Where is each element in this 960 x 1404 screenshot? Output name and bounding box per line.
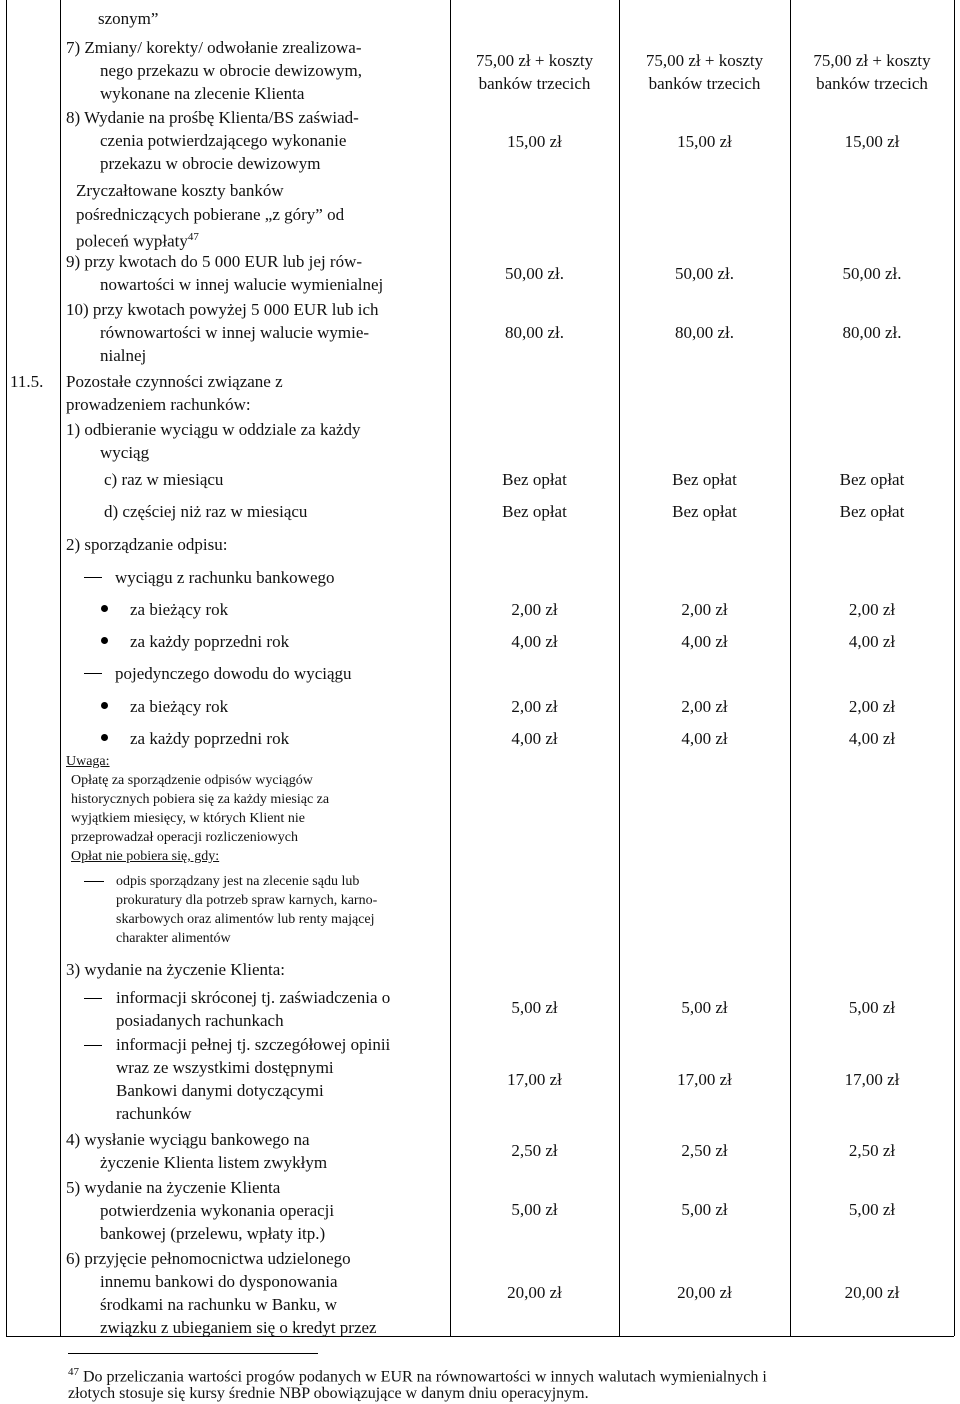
- item-1-line1: 1) odbieranie wyciągu w oddziale za każdy: [66, 420, 361, 439]
- dash-marker: [84, 998, 102, 999]
- fee-row-7-line1: 75,00 zł + koszty: [813, 51, 931, 70]
- fee-row-10: 80,00 zł.: [842, 323, 902, 342]
- dash-marker: [84, 577, 102, 578]
- fee-doc-current-year: 2,00 zł: [681, 697, 728, 716]
- item-3a-line2: posiadanych rachunkach: [116, 1011, 284, 1030]
- item-2-doc-previous-year: za każdy poprzedni rok: [130, 729, 290, 748]
- item-6-line4: związku z ubieganiem się o kredyt przez: [100, 1318, 377, 1337]
- item-2: 2) sporządzanie odpisu:: [66, 535, 228, 554]
- row-9-line2: nowartości w innej walucie wymienialnej: [100, 275, 384, 294]
- fee-row-7-line1: 75,00 zł + koszty: [645, 51, 764, 70]
- item-2-previous-year: za każdy poprzedni rok: [130, 632, 290, 651]
- item-3: 3) wydanie na życzenie Klienta:: [66, 960, 286, 979]
- fee-item-5: 5,00 zł: [511, 1200, 558, 1219]
- lump-sum-heading-3: poleceń wypłaty$^{47}$: [76, 231, 199, 251]
- fee-row-10: 80,00 zł.: [504, 323, 565, 342]
- item-5-line3: bankowej (przelewu, wpłaty itp.): [100, 1224, 326, 1243]
- fee-previous-year: 4,00 zł: [681, 632, 728, 651]
- row-10-line2: równowartości w innej walucie wymie-: [100, 323, 370, 342]
- fee-item-1d: Bez opłat: [672, 502, 737, 521]
- fee-row-10: 80,00 zł.: [674, 323, 735, 342]
- table-divider-1: [60, 0, 61, 1336]
- fee-row-7-line2: banków trzecich: [478, 74, 591, 93]
- table-border-right: [954, 0, 955, 1336]
- fee-item-1d: Bez opłat: [502, 502, 567, 521]
- note-line: wyjątkiem miesięcy, w których Klient nie: [71, 811, 305, 826]
- note-line: przeprowadzał operacji rozliczeniowych: [71, 830, 298, 845]
- note-line: odpis sporządzany jest na zlecenie sądu lub: [116, 874, 360, 889]
- fee-item-3a: 5,00 zł: [848, 998, 896, 1017]
- fee-item-1c: Bez opłat: [672, 470, 737, 489]
- item-3b-line2: wraz ze wszystkimi dostępnymi: [116, 1058, 334, 1077]
- note-exemption-heading: Opłat nie pobiera się, gdy:: [71, 849, 220, 864]
- row-10-line3: nialnej: [100, 346, 147, 365]
- row-continuation: szonym”: [98, 9, 159, 28]
- item-2-statement: wyciągu z rachunku bankowego: [115, 568, 335, 587]
- note-line: charakter alimentów: [116, 931, 231, 946]
- lump-sum-heading-2: pośredniczących pobierane „z góry” od: [76, 205, 345, 224]
- fee-row-8: 15,00 zł: [677, 132, 732, 151]
- fee-item-4: 2,50 zł: [511, 1141, 558, 1160]
- note-line: historycznych pobiera się za każdy miesiąc za: [71, 792, 330, 807]
- table-divider-3: [619, 0, 620, 1336]
- fee-item-6: 20,00 zł: [844, 1283, 900, 1302]
- row-10-line1: 10) przy kwotach powyżej 5 000 EUR lub ich: [66, 300, 379, 319]
- fee-item-5: 5,00 zł: [848, 1200, 896, 1219]
- fee-current-year: 2,00 zł: [681, 600, 728, 619]
- fee-item-1c: Bez opłat: [839, 470, 905, 489]
- note-line: Opłatę za sporządzenie odpisów wyciągów: [71, 773, 313, 788]
- footnote-line2: złotych stosuje się kursy średnie NBP obowiązujące w danym dniu operacyjnym.: [68, 1385, 589, 1402]
- fee-previous-year: 4,00 zł: [848, 632, 896, 651]
- table-divider-2: [450, 0, 451, 1336]
- fee-item-4: 2,50 zł: [848, 1141, 896, 1160]
- fee-item-3a: 5,00 zł: [511, 998, 558, 1017]
- note-line: prokuratury dla potrzeb spraw karnych, karno-: [116, 893, 378, 908]
- fee-doc-previous-year: 4,00 zł: [681, 729, 728, 748]
- fee-current-year: 2,00 zł: [848, 600, 896, 619]
- fee-doc-previous-year: 4,00 zł: [511, 729, 558, 748]
- fee-row-7-line2: banków trzecich: [648, 74, 761, 93]
- fee-item-1c: Bez opłat: [502, 470, 567, 489]
- fee-item-3a: 5,00 zł: [681, 998, 728, 1017]
- footnote-ref: 47: [187, 231, 199, 243]
- item-5-line2: potwierdzenia wykonania operacji: [100, 1201, 335, 1220]
- fee-current-year: 2,00 zł: [511, 600, 558, 619]
- fee-doc-current-year: 2,00 zł: [511, 697, 558, 716]
- fee-row-8: 15,00 zł: [507, 132, 562, 151]
- fee-item-3b: 17,00 zł: [677, 1070, 732, 1089]
- item-3b-line4: rachunków: [116, 1104, 192, 1123]
- row-7-line2: nego przekazu w obrocie dewizowym,: [100, 61, 362, 80]
- footnote-separator: [68, 1353, 318, 1354]
- fee-row-7-line2: banków trzecich: [816, 74, 928, 93]
- footnote-mark: 47: [68, 1366, 79, 1378]
- dash-marker: [84, 673, 102, 674]
- fee-doc-previous-year: 4,00 zł: [848, 729, 896, 748]
- item-3a-line1: informacji skróconej tj. zaświadczenia o: [116, 988, 391, 1007]
- fee-previous-year: 4,00 zł: [511, 632, 558, 651]
- fee-item-1d: Bez opłat: [839, 502, 905, 521]
- fee-item-6: 20,00 zł: [677, 1283, 732, 1302]
- note-line: skarbowych oraz alimentów lub renty mającej: [116, 912, 375, 927]
- item-1c: c) raz w miesiącu: [104, 470, 224, 489]
- item-2-single-document: pojedynczego dowodu do wyciągu: [115, 664, 352, 683]
- item-2-doc-current-year: za bieżący rok: [130, 697, 229, 716]
- row-8-line2: czenia potwierdzającego wykonanie: [100, 131, 347, 150]
- section-title-1: Pozostałe czynności związane z: [66, 372, 283, 391]
- fee-row-9: 50,00 zł.: [842, 264, 902, 283]
- item-4-line2: życzenie Klienta listem zwykłym: [100, 1153, 328, 1172]
- fee-item-4: 2,50 zł: [681, 1141, 728, 1160]
- fee-row-9: 50,00 zł.: [674, 264, 735, 283]
- fee-doc-current-year: 2,00 zł: [848, 697, 896, 716]
- bullet-marker: [101, 637, 108, 644]
- row-7-line3: wykonane na zlecenie Klienta: [100, 84, 305, 103]
- fee-row-7-line1: 75,00 zł + koszty: [475, 51, 594, 70]
- item-5-line1: 5) wydanie na życzenie Klienta: [66, 1178, 281, 1197]
- fee-item-5: 5,00 zł: [681, 1200, 728, 1219]
- footnote-line1: $^{47}$ Do przeliczania wartości progów podanych w EUR na równowartości w innych walutach wymienialnych i: [68, 1366, 767, 1386]
- note-label: Uwaga:: [66, 754, 110, 769]
- dash-marker: [84, 881, 104, 882]
- row-7-line1: 7) Zmiany/ korekty/ odwołanie zrealizowa-: [66, 38, 362, 57]
- table-divider-4: [790, 0, 791, 1336]
- fee-item-3b: 17,00 zł: [844, 1070, 900, 1089]
- item-3b-line3: Bankowi danymi dotyczącymi: [116, 1081, 324, 1100]
- item-1d: d) częściej niż raz w miesiącu: [104, 502, 308, 521]
- item-6-line3: środkami na rachunku w Banku, w: [100, 1295, 338, 1314]
- item-6-line2: innemu bankowi do dysponowania: [100, 1272, 338, 1291]
- item-6-line1: 6) przyjęcie pełnomocnictwa udzielonego: [66, 1249, 351, 1268]
- item-1-line2: wyciąg: [100, 443, 150, 462]
- lump-sum-heading-1: Zryczałtowane koszty banków: [76, 181, 284, 200]
- fee-row-9: 50,00 zł.: [504, 264, 565, 283]
- dash-marker: [84, 1045, 102, 1046]
- row-8-line1: 8) Wydanie na prośbę Klienta/BS zaświad-: [66, 108, 359, 127]
- bullet-marker: [101, 734, 108, 741]
- item-3b-line1: informacji pełnej tj. szczegółowej opinii: [116, 1035, 391, 1054]
- section-number: 11.5.: [10, 372, 44, 391]
- row-8-line3: przekazu w obrocie dewizowym: [100, 154, 321, 173]
- item-4-line1: 4) wysłanie wyciągu bankowego na: [66, 1130, 310, 1149]
- row-9-line1: 9) przy kwotach do 5 000 EUR lub jej rów-: [66, 252, 363, 271]
- section-title-2: prowadzeniem rachunków:: [66, 395, 251, 414]
- fee-row-8: 15,00 zł: [844, 132, 900, 151]
- fee-item-3b: 17,00 zł: [507, 1070, 562, 1089]
- bullet-marker: [101, 702, 108, 709]
- fee-item-6: 20,00 zł: [507, 1283, 562, 1302]
- table-border-left: [6, 0, 7, 1336]
- item-2-current-year: za bieżący rok: [130, 600, 229, 619]
- bullet-marker: [101, 605, 108, 612]
